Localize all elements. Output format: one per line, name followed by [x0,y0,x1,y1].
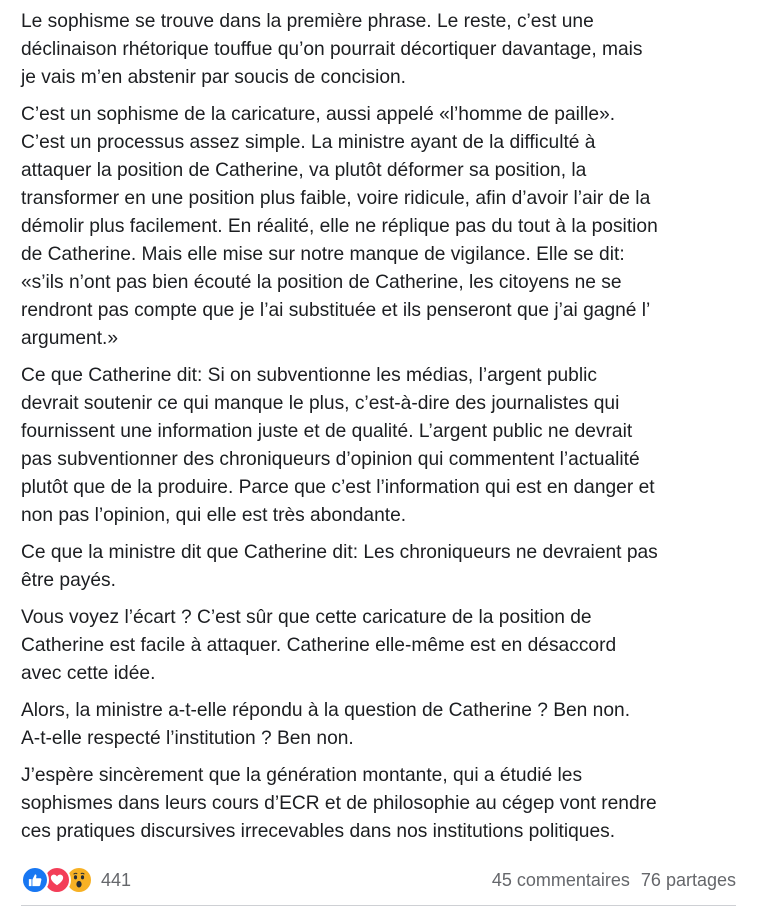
reaction-count: 441 [101,869,132,890]
shares-link[interactable]: 76 partages [640,869,736,890]
post-stats [492,870,736,891]
post-paragraph-3: Ce que Catherine dit: Si on subventionne les médias, l’argent public devrait soutenir ce qui manque le plus, c’est-à-dire des journalistes qui fournissent une information juste et de qualité. L’argent public ne devrait pas subventionner des chroniqueurs d’opinion qui commentent l’actualité plutôt que de la produire. Parce que c’est l’information qui est en danger et non pas l’opinion, qui elle est très abondante. [21,365,655,526]
post-body [21,8,745,855]
reactions-summary[interactable] [21,866,131,894]
like-icon [21,866,49,894]
post-paragraph-5: Vous voyez l’écart ? C’est sûr que cette caricature de la position de Catherine est facile à attaquer. Catherine elle-même est en désaccord avec cette idée. [21,607,617,684]
post-paragraph-6: Alors, la ministre a-t-elle répondu à la question de Catherine ? Ben non. A-t-elle respecté l’institution ? Ben non. [21,700,631,749]
post-footer [21,862,736,898]
post-paragraph-1: Le sophisme se trouve dans la première phrase. Le reste, c’est une déclinaison rhétorique touffue qu’on pourrait décortiquer davantage, mais je vais m’en abstenir par soucis de concision. [21,11,643,88]
comments-link[interactable]: 45 commentaires [491,869,630,890]
post-paragraph-4: Ce que la ministre dit que Catherine dit: Les chroniqueurs ne devraient pas être payés. [21,542,658,591]
post-paragraph-7: J’espère sincèrement que la génération montante, qui a étudié les sophismes dans leurs cours d’ECR et de philosophie au cégep vont rendre ces pratiques discursives irrecevables dans nos institutions politiques. [21,765,657,842]
post-paragraph-2: C’est un sophisme de la caricature, aussi appelé «l’homme de paille». C’est un processus assez simple. La ministre ayant de la difficulté à attaquer la position de Catherine, va plutôt déformer sa position, la transformer en une position plus faible, voire ridicule, afin d’avoir l’air de la démolir plus facilement. En réalité, elle ne réplique pas du tout à la position de Catherine. Mais elle mise sur notre manque de vigilance. Elle se dit: «s’ils n’ont pas bien écouté la position de Catherine, les citoyens ne se rendront pas compte que je l’ai substituée et ils penseront que j’ai gagné l’ argument.» [21,104,658,349]
footer-divider [21,905,736,906]
